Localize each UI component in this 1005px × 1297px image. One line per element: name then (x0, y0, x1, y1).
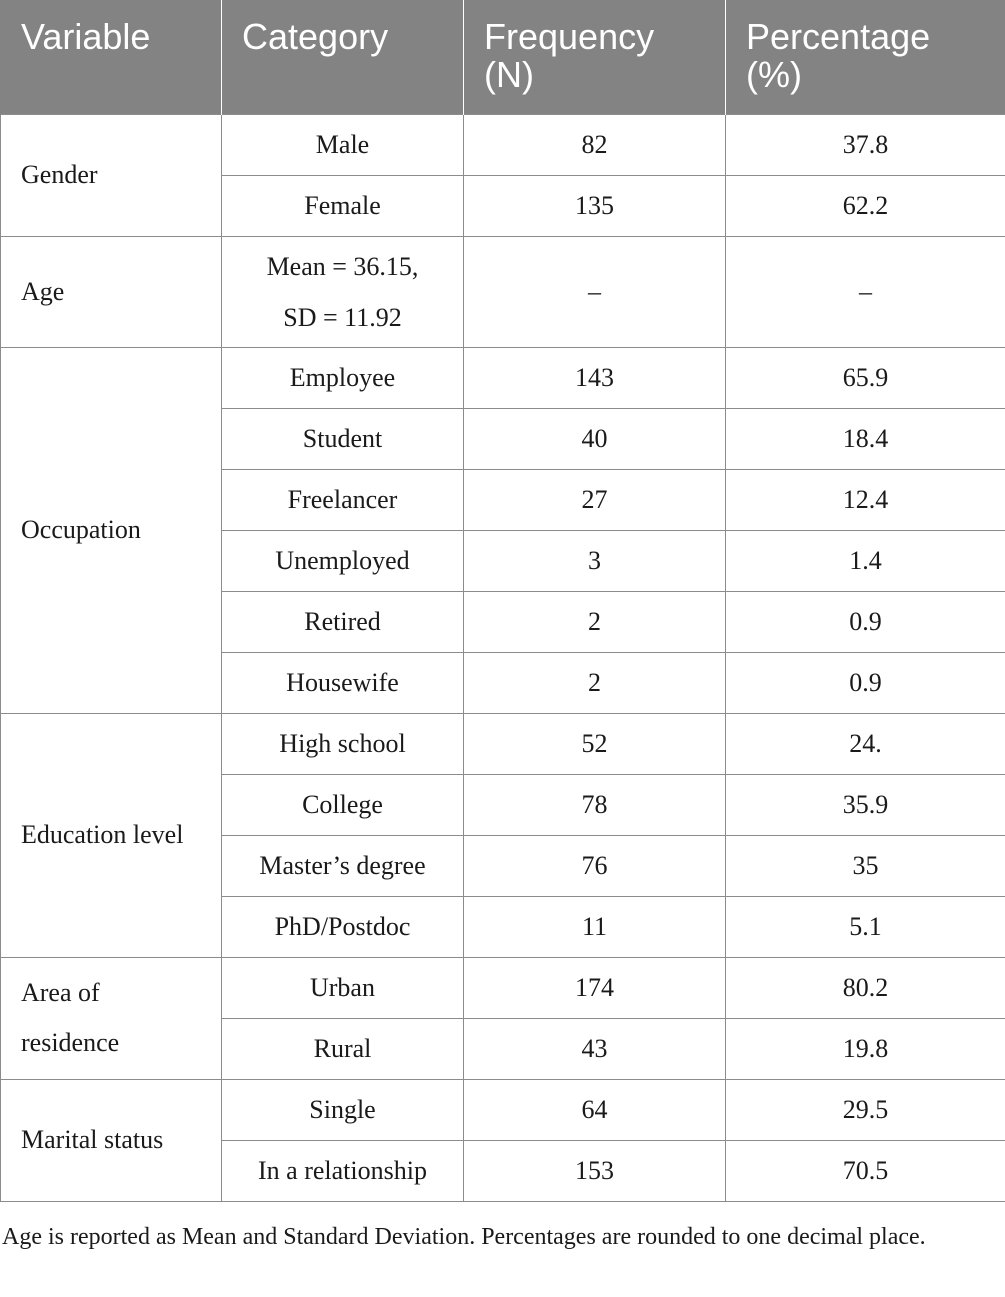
frequency-cell: 78 (464, 774, 726, 835)
frequency-cell: 2 (464, 652, 726, 713)
frequency-cell: – (464, 236, 726, 347)
category-cell: Employee (222, 347, 464, 408)
variable-cell-education: Education level (1, 713, 222, 957)
variable-cell-gender: Gender (1, 114, 222, 236)
header-variable: Variable (1, 0, 222, 114)
table-body (1, 114, 1005, 1201)
category-cell: Male (222, 114, 464, 175)
percentage-cell: 19.8 (726, 1018, 1005, 1079)
frequency-cell: 52 (464, 713, 726, 774)
age-mean: Mean = 36.15, (266, 251, 419, 281)
age-sd: SD = 11.92 (283, 302, 402, 332)
category-cell: Unemployed (222, 530, 464, 591)
category-cell: Student (222, 408, 464, 469)
category-cell: Rural (222, 1018, 464, 1079)
category-cell-age-stats (222, 236, 464, 347)
frequency-cell: 135 (464, 175, 726, 236)
category-cell: In a relationship (222, 1140, 464, 1201)
header-row (1, 0, 1005, 114)
frequency-cell: 82 (464, 114, 726, 175)
category-cell: Housewife (222, 652, 464, 713)
category-cell: Master’s degree (222, 835, 464, 896)
table-row (1, 236, 1005, 347)
percentage-cell: 80.2 (726, 957, 1005, 1018)
percentage-cell: 70.5 (726, 1140, 1005, 1201)
frequency-cell: 153 (464, 1140, 726, 1201)
category-cell: PhD/Postdoc (222, 896, 464, 957)
percentage-cell: 1.4 (726, 530, 1005, 591)
frequency-cell: 64 (464, 1079, 726, 1140)
category-cell: Female (222, 175, 464, 236)
percentage-cell: 62.2 (726, 175, 1005, 236)
percentage-cell: 12.4 (726, 469, 1005, 530)
percentage-cell: 5.1 (726, 896, 1005, 957)
frequency-cell: 174 (464, 957, 726, 1018)
table-row (1, 114, 1005, 175)
category-cell: Single (222, 1079, 464, 1140)
variable-cell-occupation: Occupation (1, 347, 222, 713)
category-cell: Freelancer (222, 469, 464, 530)
category-cell: Urban (222, 957, 464, 1018)
percentage-cell: 35.9 (726, 774, 1005, 835)
frequency-cell: 43 (464, 1018, 726, 1079)
frequency-cell: 143 (464, 347, 726, 408)
residence-label-line2: residence (21, 1028, 120, 1057)
frequency-cell: 27 (464, 469, 726, 530)
table-header (1, 0, 1005, 114)
variable-cell-age: Age (1, 236, 222, 347)
frequency-cell: 3 (464, 530, 726, 591)
percentage-cell: 24. (726, 713, 1005, 774)
frequency-cell: 76 (464, 835, 726, 896)
percentage-cell: 18.4 (726, 408, 1005, 469)
table-row (1, 957, 1005, 1018)
percentage-cell: 37.8 (726, 114, 1005, 175)
table-row (1, 713, 1005, 774)
header-frequency: Frequency (N) (464, 0, 726, 114)
percentage-cell: – (726, 236, 1005, 347)
frequency-cell: 2 (464, 591, 726, 652)
table-row (1, 347, 1005, 408)
header-percentage: Percentage (%) (726, 0, 1005, 114)
percentage-cell: 0.9 (726, 652, 1005, 713)
frequency-cell: 40 (464, 408, 726, 469)
category-cell: High school (222, 713, 464, 774)
table-footnote: Age is reported as Mean and Standard Deviation. Percentages are rounded to one decimal place. (2, 1224, 926, 1250)
category-cell: College (222, 774, 464, 835)
header-category: Category (222, 0, 464, 114)
variable-cell-marital: Marital status (1, 1079, 222, 1201)
residence-label-line1: Area of (21, 978, 100, 1007)
frequency-cell: 11 (464, 896, 726, 957)
category-cell: Retired (222, 591, 464, 652)
variable-cell-residence (1, 957, 222, 1079)
percentage-cell: 65.9 (726, 347, 1005, 408)
percentage-cell: 0.9 (726, 591, 1005, 652)
table-row (1, 1079, 1005, 1140)
percentage-cell: 29.5 (726, 1079, 1005, 1140)
percentage-cell: 35 (726, 835, 1005, 896)
